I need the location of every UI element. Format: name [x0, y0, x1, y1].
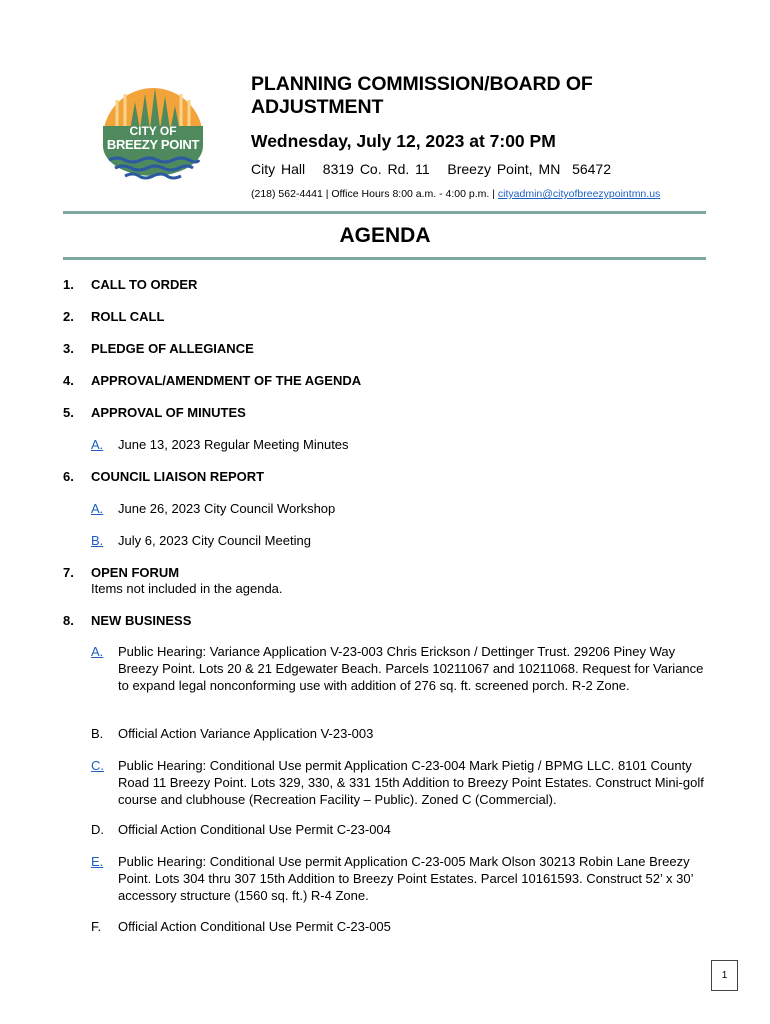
- item-number: 4.: [63, 373, 74, 388]
- sub-item-text: June 26, 2023 City Council Workshop: [118, 501, 336, 516]
- sub-item-text: June 13, 2023 Regular Meeting Minutes: [118, 437, 349, 452]
- sub-item-link[interactable]: A.: [91, 501, 104, 516]
- title-line-1: PLANNING COMMISSION/BOARD OF: [251, 73, 593, 95]
- item-title-approval-agenda: APPROVAL/AMENDMENT OF THE AGENDA: [91, 373, 362, 388]
- sub-item-text: Official Action Variance Application V-23-003: [118, 726, 374, 741]
- sub-item-link[interactable]: A.: [91, 644, 104, 659]
- document-header: [251, 73, 731, 200]
- item-title-call-to-order: CALL TO ORDER: [91, 277, 198, 292]
- item-number: 5.: [63, 405, 74, 420]
- item-number: 2.: [63, 309, 74, 324]
- item-title-pledge: PLEDGE OF ALLEGIANCE: [91, 341, 254, 356]
- item-title-approval-minutes: APPROVAL OF MINUTES: [91, 405, 246, 420]
- item-number: 8.: [63, 613, 74, 628]
- title-line-2: ADJUSTMENT: [251, 96, 384, 118]
- item-title-roll-call: ROLL CALL: [91, 309, 165, 324]
- divider-top: [63, 211, 706, 214]
- city-logo: [95, 80, 211, 184]
- item-title-open-forum: OPEN FORUM: [91, 565, 180, 580]
- logo-text-line2: BREEZY POINT: [106, 137, 200, 152]
- sub-item-letter: F.: [91, 919, 102, 934]
- divider-bottom: [63, 257, 706, 260]
- sub-item-link[interactable]: A.: [91, 437, 104, 452]
- logo-text-line1: CITY OF: [129, 124, 177, 138]
- sub-item-text: Official Action Conditional Use Permit C-23-005: [118, 919, 391, 934]
- sub-item-link[interactable]: E.: [91, 854, 104, 869]
- page-number: 1: [711, 960, 738, 991]
- sub-item-text: Public Hearing: Conditional Use permit Application C-23-004 Mark Pietig / BPMG LLC. 8101 County Road 11 Breezy Point. Lots 329, 330, & 331 15th Addition to Breezy Point Estates. Construct Mini-golf course and clubhouse (Recreation Facility – Public). Zoned C (Commercial).: [118, 758, 704, 807]
- sub-item-link[interactable]: C.: [91, 758, 104, 773]
- item-note: Items not included in the agenda.: [91, 581, 283, 596]
- sub-item-letter: D.: [91, 822, 104, 837]
- sub-item-text: Official Action Conditional Use Permit C-23-004: [118, 822, 391, 837]
- sub-item-letter: B.: [91, 726, 104, 741]
- document-title: [251, 73, 731, 119]
- item-number: 3.: [63, 341, 74, 356]
- email-link[interactable]: cityadmin@cityofbreezypointmn.us: [497, 188, 661, 200]
- sub-item-text: Public Hearing: Conditional Use permit Application C-23-005 Mark Olson 30213 Robin Lane Breezy Point. Lots 304 thru 307 15th Addition to Breezy Point Estates. Parcel 10161593. Construct 52’ x 30’ accessory structure (1560 sq. ft.) R-4 Zone.: [118, 854, 694, 903]
- meeting-datetime: Wednesday, July 12, 2023 at 7:00 PM: [251, 131, 556, 151]
- item-number: 6.: [63, 469, 74, 484]
- sub-item-text: July 6, 2023 City Council Meeting: [118, 533, 311, 548]
- agenda-heading: AGENDA: [339, 224, 431, 247]
- contact-info: (218) 562-4441 | Office Hours 8:00 a.m. - 4:00 p.m. |: [251, 188, 498, 200]
- sub-item-text: Public Hearing: Variance Application V-23-003 Chris Erickson / Dettinger Trust. 29206 Piney Way Breezy Point. Lots 20 & 21 Edgewater Beach. Parcels 10211067 and 10211068. Request for Variance to expand legal nonconforming use with addition of 276 sq. ft. screened porch. R-2 Zone.: [118, 644, 704, 693]
- contact-line: [251, 188, 731, 200]
- sub-item-link[interactable]: B.: [91, 533, 104, 548]
- item-number: 1.: [63, 277, 74, 292]
- meeting-address: City Hall 8319 Co. Rd. 11 Breezy Point, MN 56472: [251, 161, 612, 177]
- item-title-council-liaison: COUNCIL LIAISON REPORT: [91, 469, 265, 484]
- item-title-new-business: NEW BUSINESS: [91, 613, 192, 628]
- item-number: 7.: [63, 565, 74, 580]
